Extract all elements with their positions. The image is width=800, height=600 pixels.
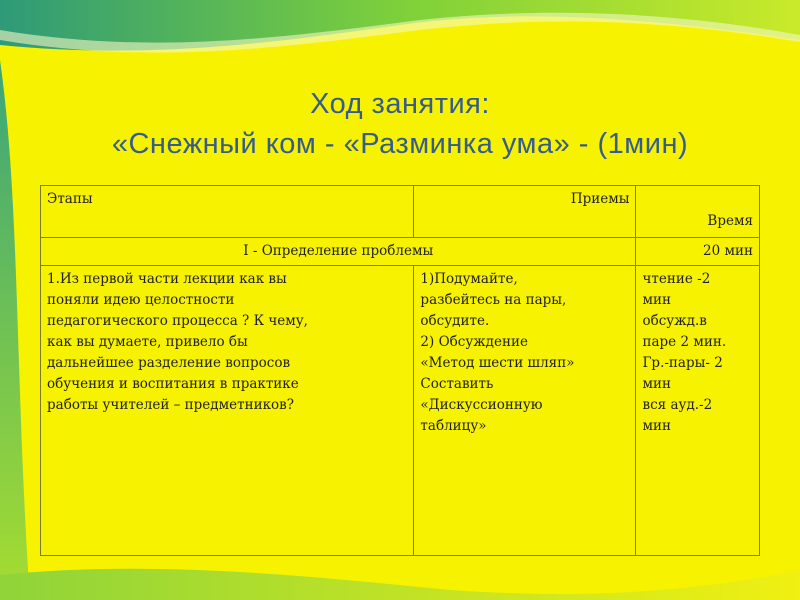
title-line-2: «Снежный ком - «Разминка ума» - (1мин): [111, 128, 689, 160]
bottom-wave: [0, 569, 800, 600]
lesson-plan-table: [40, 185, 760, 556]
header-time: Время: [636, 186, 760, 238]
slide-title: [0, 84, 800, 164]
header-techniques: Приемы: [414, 186, 636, 238]
question-text: 1.Из первой части лекции как вы поняли идею целостности педагогического процесса ? К чему, как вы думаете, привело бы дальнейшее разделение вопросов обучения и воспитания в практике работы учителей – предметников?: [47, 271, 308, 413]
stage-label: I - Определение проблемы: [41, 238, 636, 266]
time-cell: [636, 266, 760, 556]
stage-row: [41, 238, 760, 266]
techniques-cell: [414, 266, 636, 556]
content-row: [41, 266, 760, 556]
time-text: чтение -2 мин обсужд.в паре 2 мин. Гр.-пары- 2 мин вся ауд.-2 мин: [642, 271, 727, 434]
techniques-text: 1)Подумайте, разбейтесь на пары, обсудите. 2) Обсуждение «Метод шести шляп» Составить «Дискуссионную таблицу»: [420, 271, 575, 434]
header-stages: Этапы: [41, 186, 414, 238]
title-line-1: Ход занятия:: [310, 88, 490, 120]
table-header-row: [41, 186, 760, 238]
stage-time: 20 мин: [636, 238, 760, 266]
question-cell: [41, 266, 414, 556]
